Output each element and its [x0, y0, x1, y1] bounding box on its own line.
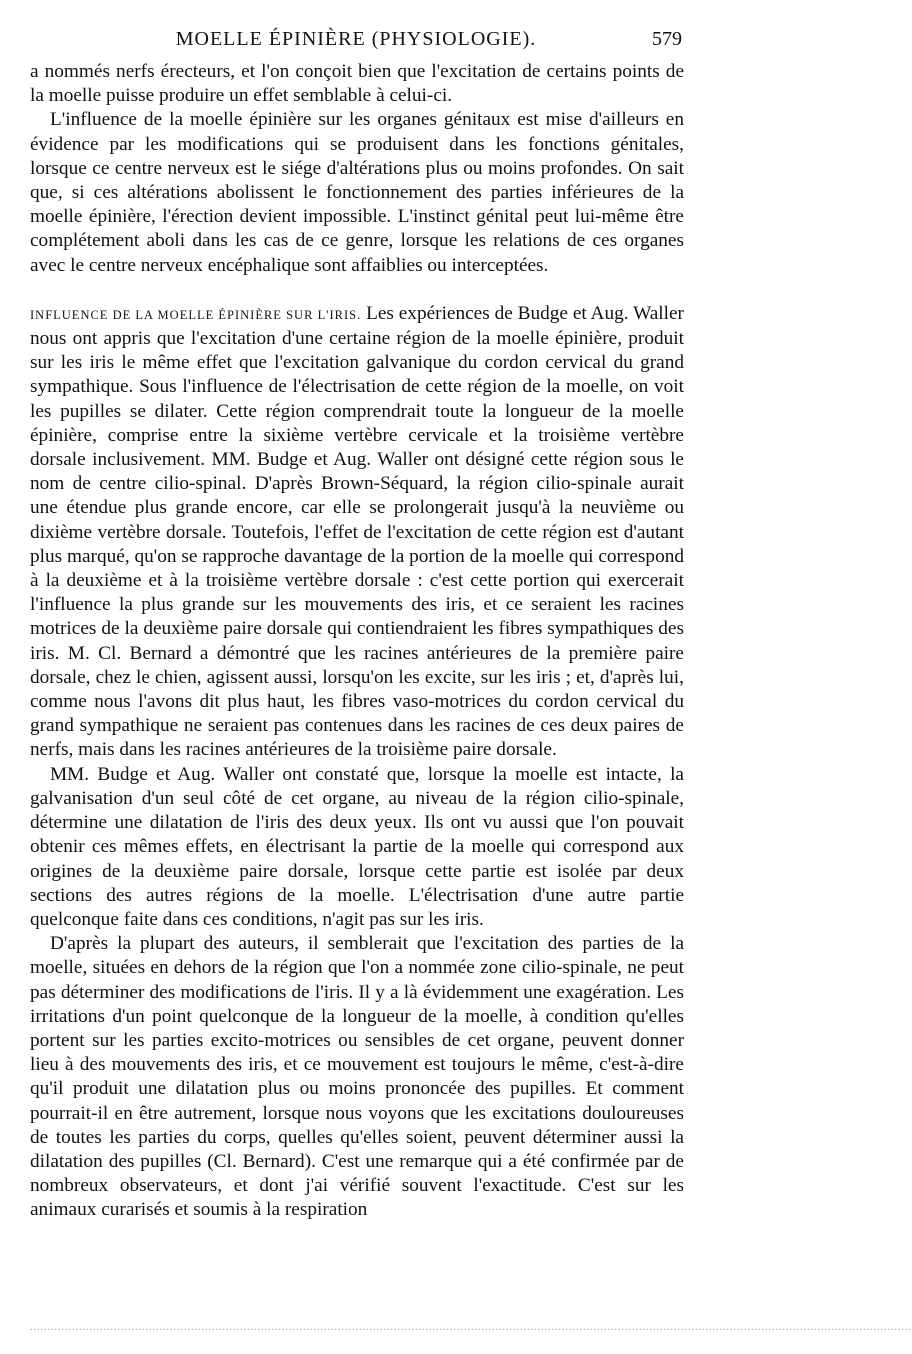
running-title: MOELLE ÉPINIÈRE (PHYSIOLOGIE).: [175, 28, 537, 50]
page-number: 579: [652, 28, 682, 50]
section-first-text: Les expériences de Budge et Aug. Waller nous ont appris que l'excitation d'une certaine région de la moelle épinière, produit sur les iris le même effet que l'excitation galvanique du cordon cervical du grand sympathique. Sous l'influence de l'électrisation de cette région de la moelle, on voit les pupilles se dilater. Cette région comprendrait toute la longueur de la moelle épinière, comprise entre la sixième vertèbre cervicale et la troisième vertèbre dorsale inclusivement. MM. Budge et Aug. Waller ont désigné cette région sous le nom de centre cilio-spinal. D'après Brown-Séquard, la région cilio-spinale aurait une étendue plus grande encore, car elle se prolongerait jusqu'à la neuvième ou dixième vertèbre dorsale. Toutefois, l'effet de l'excitation de cette région est d'autant plus marqué, qu'on se rapproche davantage de la portion de la moelle qui correspond à la deuxième et à la troisième vertèbre dorsale : c'est cette portion qui exercerait l'influence la plus grande sur les mouvements des iris, et ce seraient les racines motrices de la deuxième paire dorsale qui contiendraient les fibres sympathiques des iris. M. Cl. Bernard a démontré que les racines antérieures de la première paire dorsale, chez le chien, agissent aussi, lorsqu'on les excite, sur les iris ; et, d'après lui, comme nous l'avons dit plus haut, les fibres vaso-motrices du cordon cervical du grand sympathique ne seraient pas contenues dans les racines de ces deux paires de nerfs, mais dans les racines antérieures de la troisième paire dorsale.: [30, 302, 684, 761]
bottom-dotted-rule: ............................................................................................................................................................................................................................................................: [30, 1322, 912, 1333]
section-heading: INFLUENCE DE LA MOELLE ÉPINIÈRE SUR L'IRIS.: [30, 307, 362, 322]
paragraph: L'influence de la moelle épinière sur les organes génitaux est mise d'ailleurs en évidence par les modifications qui se produisent dans les fonctions génitales, lorsque ce centre nerveux est le siége d'altérations plus ou moins profondes. On sait que, si ces altérations abolissent le fonctionnement des parties inférieures de la moelle épinière, l'érection devient impossible. L'instinct génital peut lui-même être complétement aboli dans les cas de ce genre, lorsque les relations de ces organes avec le centre nerveux encéphalique sont affaiblies ou interceptées.: [30, 109, 684, 276]
paragraph: MM. Budge et Aug. Waller ont constaté que, lorsque la moelle est intacte, la galvanisation d'un seul côté de cet organe, au niveau de la région cilio-spinale, détermine une dilatation de l'iris des deux yeux. Ils ont vu aussi que l'on pouvait obtenir ces mêmes effets, en électrisant la partie de la moelle qui correspond aux origines de la deuxième paire dorsale, lorsque cette partie est isolée par deux sections des autres régions de la moelle. L'électrisation d'une autre partie quelconque faite dans ces conditions, n'agit pas sur les iris.: [30, 763, 684, 930]
paragraph: D'après la plupart des auteurs, il semblerait que l'excitation des parties de la moelle, situées en dehors de la région que l'on a nommée zone cilio-spinale, ne peut pas déterminer des modifications de l'iris. Il y a là évidemment une exagération. Les irritations d'un point quelconque de la longueur de la moelle, à condition qu'elles portent sur les parties excito-motrices ou sensibles de cet organe, peuvent donner lieu à des mouvements des iris, et ce mouvement est toujours le même, c'est-à-dire qu'il produit une dilatation plus ou moins prononcée des pupilles. Et comment pourrait-il en être autrement, lorsque nous voyons que les excitations douloureuses de toutes les parties du corps, quelles qu'elles soient, peuvent déterminer aussi la dilatation des pupilles (Cl. Bernard). C'est une remarque qui a été confirmée par de nombreux observateurs, et dont j'ai vérifié souvent l'exactitude. C'est sur les animaux curarisés et soumis à la respiration: [30, 933, 684, 1221]
running-header: [30, 28, 682, 56]
section-paragraph: [30, 302, 684, 763]
text-body: [30, 60, 684, 1223]
paragraph-continued: a nommés nerfs érecteurs, et l'on conçoit bien que l'excitation de certains points de la moelle puisse produire un effet semblable à celui-ci.: [30, 61, 684, 107]
